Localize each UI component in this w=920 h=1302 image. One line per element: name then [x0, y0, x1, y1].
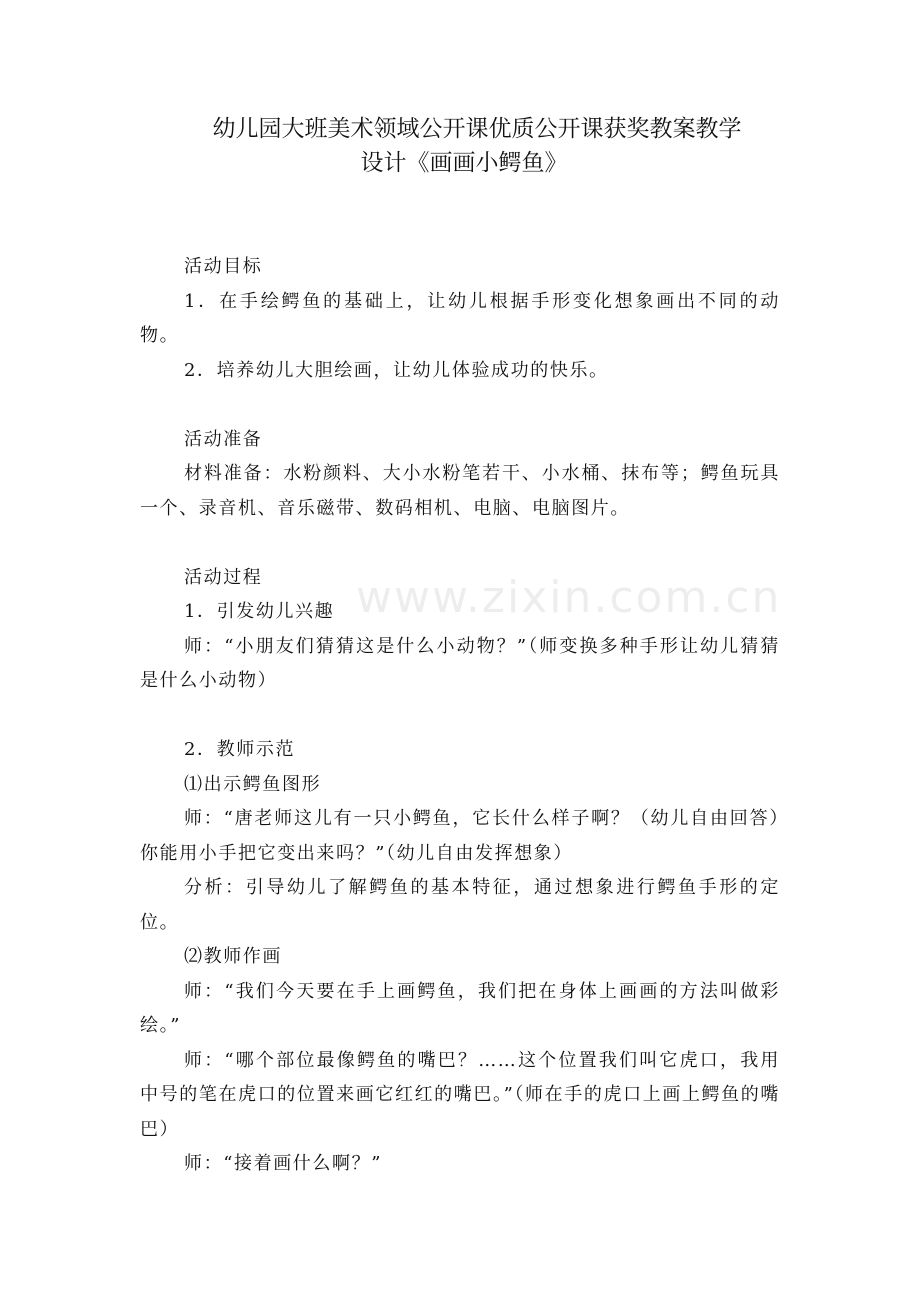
document-title-line-2: 设计《画画小鳄鱼》	[360, 150, 568, 176]
teacher-dialogue-3: 师：“哪个部位最像鳄鱼的嘴巴？……这个位置我们叫它虎口，我用中号的笔在虎口的位置来画它红红的嘴巴。”（师在手的虎口上画上鳄鱼的嘴巴）	[140, 1049, 780, 1140]
analysis-paragraph: 分析：引导幼儿了解鳄鱼的基本特征，通过想象进行鳄鱼手形的定位。	[140, 877, 780, 933]
materials-paragraph: 材料准备：水粉颜料、大小水粉笔若干、小水桶、抹布等；鳄鱼玩具一个、录音机、音乐磁带、数码相机、电脑、电脑图片。	[140, 463, 780, 519]
substep-teacher-drawing: ⑵教师作画	[184, 946, 282, 967]
document-title-line-1: 幼儿园大班美术领域公开课优质公开课获奖教案教学	[212, 116, 742, 142]
paragraph-gap	[140, 526, 780, 561]
teacher-dialogue-4: 师：“接着画什么啊？”	[184, 1153, 383, 1174]
heading-activity-goals: 活动目标	[184, 256, 263, 277]
heading-activity-preparation: 活动准备	[184, 428, 263, 450]
heading-activity-process: 活动过程	[184, 566, 263, 588]
watermark: www.zixin.com.cn	[356, 572, 782, 623]
step-2-heading: 2．教师示范	[184, 739, 296, 760]
substep-show-crocodile: ⑴出示鳄鱼图形	[184, 773, 322, 795]
goal-item-1: 1．在手绘鳄鱼的基础上，让幼儿根据手形变化想象画出不同的动物。	[140, 290, 780, 346]
teacher-dialogue-2: 师：“我们今天要在手上画鳄鱼，我们把在身体上画画的方法叫做彩绘。”	[140, 980, 780, 1036]
paragraph-gap	[140, 699, 780, 734]
teacher-dialogue-1: 师：“唐老师这儿有一只小鳄鱼，它长什么样子啊？（幼儿自由回答）你能用小手把它变出来吗？”（幼儿自由发挥想象）	[140, 808, 780, 864]
paragraph-gap	[140, 388, 780, 423]
document-body	[140, 250, 780, 1182]
goal-item-2: 2．培养幼儿大胆绘画，让幼儿体验成功的快乐。	[184, 359, 609, 381]
step-1-heading: 1．引发幼儿兴趣	[184, 601, 335, 622]
step-1-dialogue: 师：“小朋友们猜猜这是什么小动物？”（师变换多种手形让幼儿猜猜是什么小动物）	[140, 635, 780, 691]
